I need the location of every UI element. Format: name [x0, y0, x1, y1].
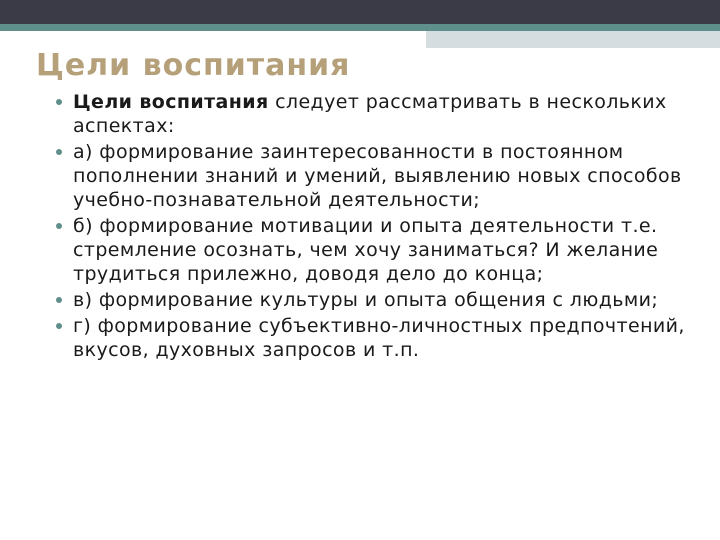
top-accent-stripe: [0, 24, 720, 31]
bullet-item-intro: [56, 90, 706, 138]
bullet-item-c: [56, 288, 706, 312]
bullet-text: следует рассматривать в нескольких аспектах:: [73, 91, 667, 137]
bullet-text: г) формирование субъективно-личностных предпочтений, вкусов, духовных запросов и т.п.: [73, 315, 685, 361]
top-decorative-bar: [0, 0, 720, 24]
bullet-item-b: [56, 214, 706, 286]
top-right-accent-block: [426, 31, 720, 48]
bullet-marker-icon: [56, 297, 62, 303]
bullet-text: б) формирование мотивации и опыта деятельности т.е. стремление осознать, чем хочу заниматься? И желание трудиться прилежно, доводя дело до конца;: [73, 215, 659, 285]
bullet-text: в) формирование культуры и опыта общения с людьми;: [73, 289, 659, 311]
bullet-item-d: [56, 314, 706, 362]
bullet-marker-icon: [56, 323, 62, 329]
bullet-list: [56, 90, 706, 364]
slide-title: Цели воспитания: [36, 48, 351, 83]
bullet-marker-icon: [56, 149, 62, 155]
bullet-marker-icon: [56, 223, 62, 229]
bullet-item-a: [56, 140, 706, 212]
bullet-lead-text: Цели воспитания: [73, 91, 269, 113]
bullet-text: а) формирование заинтересованности в постоянном пополнении знаний и умений, выявлению новых способов учебно-познавательной деятельности;: [73, 141, 682, 211]
bullet-marker-icon: [56, 99, 62, 105]
top-light-stripe: [0, 31, 426, 47]
